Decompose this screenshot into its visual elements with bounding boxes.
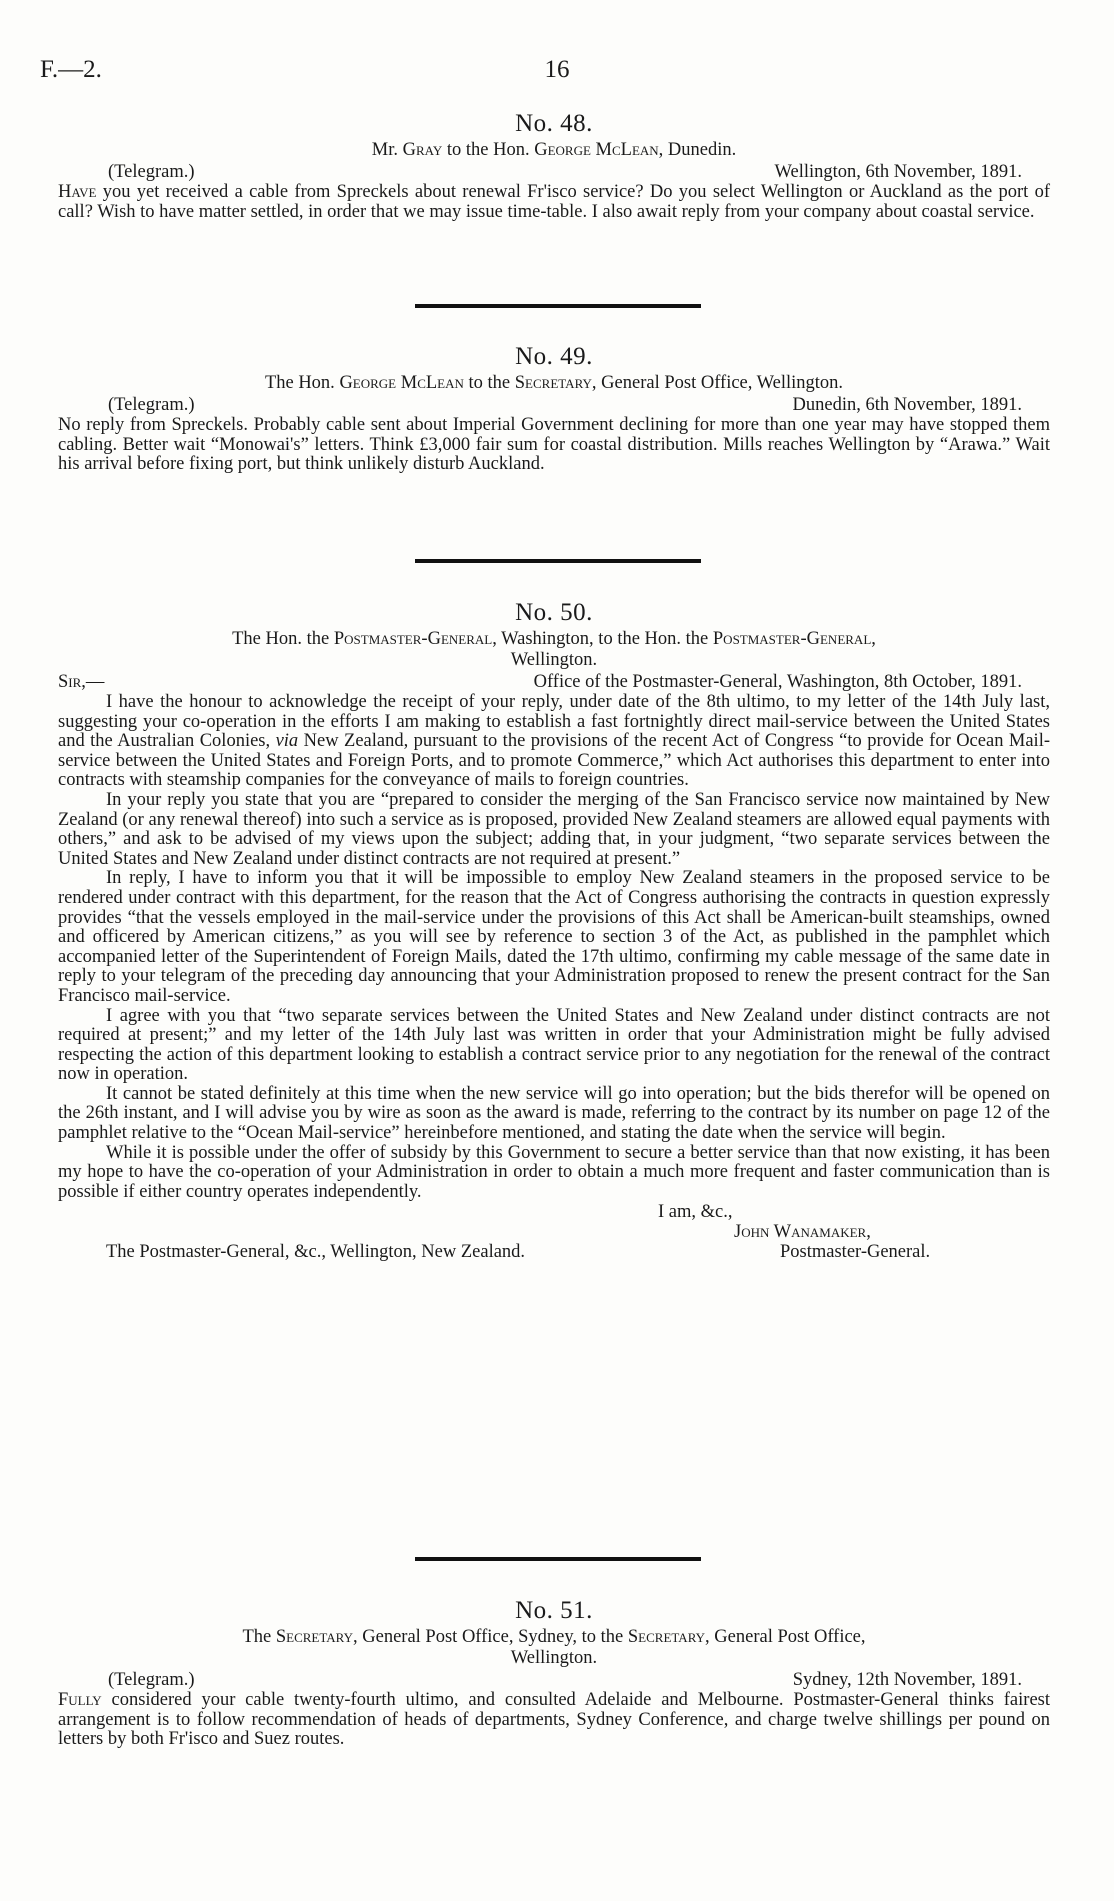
section-title-line-2: Wellington. <box>510 1648 598 1668</box>
section-number: No. 48. <box>515 110 593 137</box>
salutation: Sir,— <box>58 672 105 692</box>
paragraph-1: I have the honour to acknowledge the receipt of your reply, under date of the 8th ultimo, to my letter of the 14th July last, suggesting your co-operation in the efforts I am making to establish a fast fortnightly direct mail-service between the United States and the Australian Colonies, via New Zealand, pursuant to the provisions of the recent Act of Congress “to provide for Ocean Mail-service between the United States and Foreign Ports, and to promote Commerce,” which Act authorises this department to enter into contracts with steamship companies for the conveyance of mails to foreign countries. <box>58 692 1050 791</box>
section-title: The Hon. the Postmaster-General, Washington, to the Hon. the Postmaster-General, <box>232 629 876 649</box>
addressee: The Postmaster-General, &c., Wellington, New Zealand. <box>106 1242 526 1263</box>
message-body: Fully considered your cable twenty-fourth ultimo, and consulted Adelaide and Melbourne. Postmaster-General thinks fairest arrangement is to follow recommendation of heads of departments, Sydney Conference, and charge twelve shillings per pound on letters by both Fr'isco and Suez routes. <box>58 1690 1050 1750</box>
section-title: The Secretary, General Post Office, Sydney, to the Secretary, General Post Office, <box>242 1627 866 1647</box>
closing: I am, &c., <box>658 1202 733 1223</box>
addressee-line <box>58 1242 1050 1262</box>
section-no-48 <box>58 108 1050 222</box>
paragraph-2: In your reply you state that you are “prepared to consider the merging of the San Francisco service now maintained by New Zealand (or any renewal thereof) into such a service as is proposed, provided New Zealand steamers are allowed equal payments with others,” and ask to be advised of my views upon the subject; adding that, in your judgment, “two separate services between the United States and New Zealand under distinct contracts are not required at present.” <box>58 789 1050 869</box>
page-number: 16 <box>544 56 570 83</box>
paragraph-3: In reply, I have to inform you that it will be impossible to employ New Zealand steamers in the proposed service to be rendered under contract with this department, for the reason that the Act of Congress authorising the contracts in question expressly provides “that the vessels employed in the mail-service under the provisions of this Act shall be American-built steamships, owned and officered by American citizens,” as you will see by reference to section 3 of the Act, as published in the pamphlet which accompanied letter of the Superintendent of Foreign Mails, dated the 17th ultimo, confirming my cable message of the same date in reply to your telegram of the preceding day announcing that your Administration proposed to renew the present contract for the San Francisco mail-service. <box>58 868 1050 1006</box>
signature-line <box>58 1222 1050 1242</box>
paragraph-5: It cannot be stated definitely at this time when the new service will go into operation; but the bids therefor will be opened on the 26th instant, and I will advise you by wire as soon as the award is made, referring to the contract by its number on page 12 of the pamphlet relative to the “Ocean Mail-service” hereinbefore mentioned, and stating the date when the service will begin. <box>58 1083 1050 1144</box>
place-date: Dunedin, 6th November, 1891. <box>792 395 1022 415</box>
message-body: No reply from Spreckels. Probably cable sent about Imperial Government declining for more than one year may have stopped them cabling. Better wait “Monowai's” letters. Think £3,000 fair sum for coastal distribution. Mills reaches Wellington by “Arawa.” Wait his arrival before fixing port, but think unlikely disturb Auckland. <box>58 415 1050 475</box>
place-date: Sydney, 12th November, 1891. <box>792 1670 1022 1690</box>
place-date: Wellington, 6th November, 1891. <box>774 162 1022 182</box>
telegram-meta <box>58 161 1050 183</box>
signer-name: John Wanamaker, <box>734 1222 871 1243</box>
section-title-line-2: Wellington. <box>510 650 598 670</box>
signer-title: Postmaster-General. <box>780 1242 931 1263</box>
section-divider <box>415 1557 701 1561</box>
section-number: No. 49. <box>515 343 593 370</box>
paragraph-6: While it is possible under the offer of subsidy by this Government to secure a better service than that now existing, it has been my hope to have the co-operation of your Administration in order to obtain a much more frequent and faster communication than is possible if either country operates independently. <box>58 1142 1050 1202</box>
section-title: The Hon. George McLean to the Secretary, General Post Office, Wellington. <box>264 373 844 393</box>
section-no-49 <box>58 341 1050 475</box>
place-date: Office of the Postmaster-General, Washington, 8th October, 1891. <box>533 672 1022 692</box>
paper-reference: F.—2. <box>40 56 102 83</box>
message-body: Have you yet received a cable from Spreckels about renewal Fr'isco service? Do you select Wellington or Auckland as the port of call? Wish to have matter settled, in order that we may issue time-table. I also await reply from your company about coastal service. <box>58 182 1050 222</box>
section-divider <box>415 304 701 308</box>
closing-line <box>58 1202 1050 1222</box>
message-type: (Telegram.) <box>108 162 195 182</box>
section-no-51 <box>58 1595 1050 1750</box>
letter-meta <box>58 671 1050 693</box>
section-number: No. 50. <box>515 599 593 626</box>
section-divider <box>415 559 701 563</box>
message-type: (Telegram.) <box>108 395 195 415</box>
section-number: No. 51. <box>515 1597 593 1624</box>
telegram-meta <box>58 394 1050 416</box>
section-no-50 <box>58 597 1050 1262</box>
paragraph-4: I agree with you that “two separate services between the United States and New Zealand under distinct contracts are not required at present;” and my letter of the 14th July last was written in order that your Administration might be fully advised respecting the action of this department looking to establish a contract service prior to any negotiation for the renewal of the contract now in operation. <box>58 1005 1050 1085</box>
message-type: (Telegram.) <box>108 1670 195 1690</box>
section-title: Mr. Gray to the Hon. George McLean, Dunedin. <box>371 140 737 160</box>
telegram-meta <box>58 1669 1050 1691</box>
